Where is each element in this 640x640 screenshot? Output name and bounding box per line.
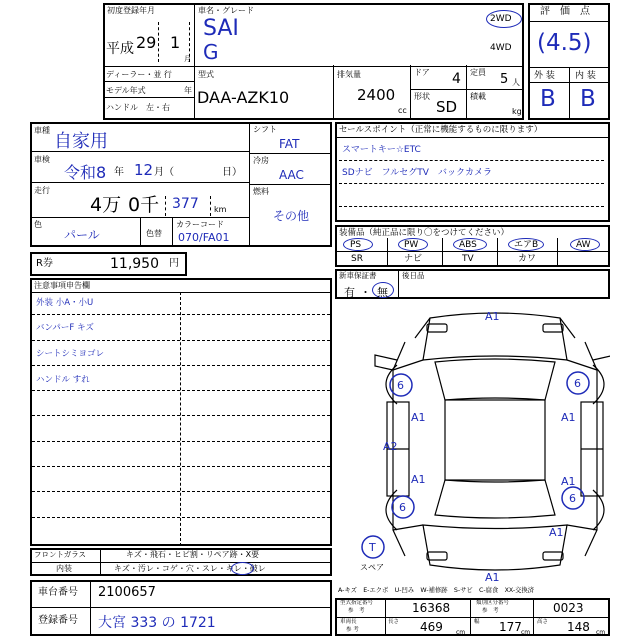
rating-score: (4.5)	[537, 30, 592, 56]
mark-tire-rr: 6	[569, 492, 576, 505]
era: 平成	[106, 41, 134, 57]
dotted-line	[339, 160, 604, 161]
note-line: ハンドル すれ	[36, 375, 90, 385]
sales-point-line: スマートキー☆ETC	[342, 145, 421, 155]
class-num-label-ref: 参 考	[482, 608, 499, 614]
divider	[497, 238, 498, 267]
inspection-day-unit: 日）	[222, 167, 242, 178]
inspection-month-unit: 月（	[154, 167, 174, 178]
inspection-label: 車検	[34, 155, 50, 164]
warranty-yes: 有	[344, 286, 355, 299]
first-reg-month-unit: 月	[184, 55, 191, 63]
warranty-no: 無	[377, 286, 388, 299]
front-glass-label: フロントガラス	[34, 550, 87, 559]
width-unit: cm	[521, 629, 531, 636]
door-label: ドア	[414, 68, 430, 77]
grade: G	[203, 40, 219, 64]
displacement-unit: cc	[398, 106, 407, 115]
dotted-line	[339, 183, 604, 184]
handle-label: ハンドル 左・右	[106, 103, 170, 112]
divider	[90, 580, 91, 636]
dotted-line	[339, 206, 604, 207]
divider	[333, 65, 334, 118]
divider	[30, 292, 332, 293]
divider	[103, 81, 194, 82]
equip-pw: PW	[404, 240, 419, 250]
divider	[557, 238, 558, 267]
equip-tv: TV	[462, 254, 474, 264]
interior-cond-value: キズ・汚レ・コゲ・穴・スレ・キレ・破レ	[114, 564, 266, 573]
interior-cond-label: 内装	[56, 564, 72, 573]
capacity-value: 5	[500, 72, 509, 87]
dotted-line	[32, 466, 330, 467]
length-label: 車両長	[340, 619, 357, 625]
capacity-unit: 人	[512, 78, 520, 87]
first-reg-month: 1	[170, 33, 181, 52]
dotted-divider	[180, 292, 181, 546]
shift-label: シフト	[253, 125, 277, 134]
displacement-value: 2400	[357, 86, 396, 104]
color-label: 色	[34, 220, 42, 229]
interior-grade: B	[580, 86, 596, 112]
inspection-month: 12	[134, 161, 154, 179]
recycle-value: 11,950	[110, 256, 159, 272]
reg-label: 登録番号	[38, 615, 78, 626]
mark-tire-lf: 6	[397, 379, 404, 392]
mileage-rest: 377	[172, 196, 199, 212]
height-prefix: 高さ	[537, 619, 549, 625]
divider	[30, 182, 249, 183]
divider	[466, 65, 467, 118]
divider	[410, 89, 524, 90]
color-value: パール	[64, 228, 100, 242]
name-grade-label: 車名・グレード	[198, 6, 254, 15]
ac-label: 冷房	[253, 156, 269, 165]
class-num-label: 類別区分番号	[476, 600, 510, 606]
equip-airb: エアB	[514, 240, 539, 250]
dotted-line	[32, 491, 330, 492]
length: 469	[420, 620, 443, 634]
dotted-line	[32, 365, 330, 366]
reg-value: 大宮 333 の 1721	[98, 615, 216, 631]
shape-value: SD	[436, 98, 458, 116]
drive-2wd: 2WD	[490, 14, 512, 24]
front-glass-value: キズ・飛石・ヒビ割・リペア跡・X要	[126, 550, 260, 559]
shift-value: FAT	[279, 137, 300, 151]
spare-label: スペア	[360, 563, 384, 572]
inspection-year-unit: 年	[114, 167, 124, 178]
displacement-label: 排気量	[337, 70, 361, 79]
usage-type-value: 自家用	[54, 131, 108, 152]
equipment-title: 装備品（純正品に限り〇をつけてください）	[339, 228, 510, 238]
note-line: シートシミヨゴレ	[36, 349, 105, 359]
chassis-value: 2100657	[98, 585, 156, 600]
shape-label: 形状	[414, 92, 430, 101]
fuel-value: その他	[273, 209, 310, 223]
door-value: 4	[452, 71, 461, 87]
equip-abs: ABS	[459, 240, 477, 250]
interior-sure-circle	[231, 562, 254, 575]
divider	[335, 137, 610, 138]
divider	[30, 562, 332, 563]
mileage-tick	[165, 196, 166, 216]
warranty-label: 新車保証書	[339, 271, 377, 280]
damage-legend: A-キズ E-エクボ U-凹み W-補修跡 S-サビ C-腐食 XX-交換済	[338, 587, 535, 594]
divider	[194, 68, 195, 118]
mark-tire-lr: 6	[399, 501, 406, 514]
divider	[533, 598, 534, 636]
notes-box	[30, 278, 332, 546]
color-code-label: カラーコード	[176, 220, 224, 229]
model-year-unit: 年	[184, 86, 192, 95]
recycle-unit: 円	[169, 258, 179, 269]
model-year-label: モデル年式	[106, 86, 146, 95]
divider	[470, 598, 471, 636]
dotted-line	[32, 415, 330, 416]
type-num: 16368	[412, 601, 451, 615]
warranty-dot: ・	[360, 286, 371, 299]
back-date-label: 後日品	[402, 271, 425, 280]
length-unit: cm	[456, 629, 466, 636]
divider	[103, 66, 524, 67]
dotted-line	[32, 441, 330, 442]
inspection-era: 令和8	[64, 163, 107, 182]
divider	[172, 217, 173, 247]
fuel-label: 燃料	[253, 187, 269, 196]
mileage-unit: km	[214, 205, 227, 214]
width-prefix: 幅	[474, 619, 480, 625]
note-line: バンパーF キズ	[36, 323, 94, 333]
mileage-man: 4万	[90, 194, 122, 216]
equip-navi: ナビ	[404, 254, 423, 264]
type-label: 型式	[198, 70, 214, 79]
mark-right-door-front: A1	[561, 411, 576, 424]
length-label-ref: 参 考	[346, 627, 359, 633]
chassis-label: 車台番号	[38, 587, 78, 598]
equip-aw: AW	[576, 240, 591, 250]
sales-points-title: セールスポイント（正常に機能するものに限ります）	[339, 125, 543, 135]
divider	[335, 251, 610, 252]
height: 148	[567, 620, 590, 634]
length-prefix: 長さ	[388, 619, 400, 625]
interior-label: 内 装	[575, 71, 596, 81]
mark-right-door-rear: A1	[561, 475, 576, 488]
divider	[30, 607, 332, 608]
car-name: SAI	[203, 16, 239, 41]
type-value: DAA-AZK10	[197, 88, 290, 107]
car-damage-diagram	[335, 300, 610, 585]
capacity-label: 定員	[470, 68, 486, 77]
divider	[385, 598, 386, 636]
load-label: 積載	[470, 92, 486, 101]
notes-title: 注意事項申告欄	[34, 281, 90, 290]
first-reg-year: 29	[136, 33, 157, 52]
divider	[249, 153, 332, 154]
mark-left-door-front: A1	[411, 411, 426, 424]
type-num-label: 型式指定番号	[340, 600, 374, 606]
dotted-line	[32, 314, 330, 315]
rating-label: 評 価 点	[540, 6, 590, 17]
divider	[410, 65, 411, 118]
divider	[398, 269, 399, 299]
dealer-label: ディーラー・並 行	[106, 70, 172, 79]
mileage-tick	[210, 196, 211, 216]
mark-spare: T	[369, 541, 376, 554]
color-swap-label: 色替	[146, 229, 162, 238]
equip-sr: SR	[351, 254, 363, 264]
divider	[569, 67, 570, 120]
mark-right-rear-quarter: A1	[549, 526, 564, 539]
mark-rear: A1	[485, 571, 500, 584]
drive-4wd: 4WD	[490, 43, 512, 53]
mileage-sen: 0千	[128, 194, 160, 216]
first-reg-label: 初度登録年月	[107, 6, 155, 15]
height-unit: cm	[596, 629, 606, 636]
color-code: 070/FA01	[178, 231, 230, 244]
ac-value: AAC	[279, 168, 304, 182]
divider	[335, 617, 610, 618]
equip-kawa: カワ	[518, 254, 537, 264]
mark-left-door-mid: A2	[383, 440, 398, 453]
dotted-line	[32, 340, 330, 341]
recycle-box	[30, 252, 187, 276]
equip-ps: PS	[350, 240, 362, 250]
mark-tire-rf: 6	[574, 377, 581, 390]
dotted-line	[32, 390, 330, 391]
width: 177	[499, 620, 522, 634]
divider	[140, 217, 141, 247]
sales-point-line: SDナビ フルセグTV バックカメラ	[342, 168, 492, 178]
recycle-label: R券	[36, 258, 53, 269]
note-line: 外装 小A・小U	[36, 298, 94, 308]
usage-type-label: 車種	[34, 126, 50, 135]
exterior-grade: B	[540, 86, 556, 112]
type-num-label-ref: 参 考	[348, 608, 365, 614]
mileage-label: 走行	[34, 186, 50, 195]
divider	[387, 238, 388, 267]
divider	[249, 184, 332, 185]
divider	[442, 238, 443, 267]
mark-front: A1	[485, 310, 500, 323]
divider	[103, 97, 194, 98]
divider	[194, 3, 195, 68]
divider	[100, 548, 101, 576]
exterior-label: 外 装	[534, 71, 555, 81]
dotted-line	[32, 517, 330, 518]
class-num: 0023	[553, 601, 584, 615]
load-unit: kg	[512, 107, 522, 116]
mark-left-door-rear: A1	[411, 473, 426, 486]
divider	[528, 21, 610, 22]
